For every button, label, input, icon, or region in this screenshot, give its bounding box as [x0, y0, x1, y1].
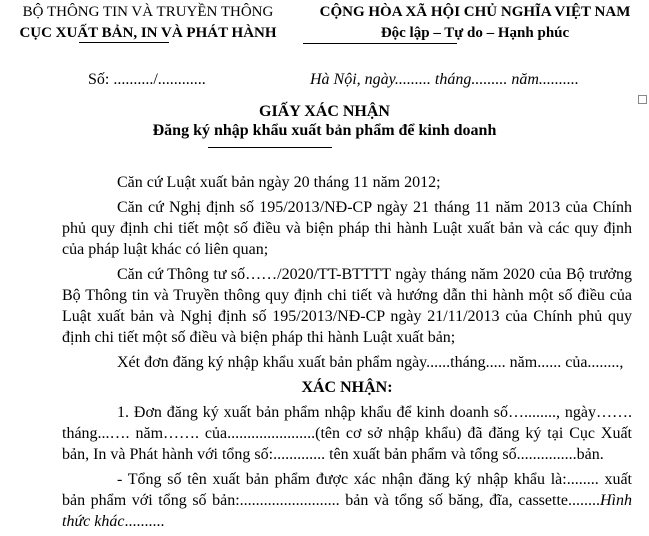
header-right-rule: [303, 43, 457, 44]
basis-decree: Căn cứ Nghị định số 195/2013/NĐ-CP ngày 21 tháng 11 năm 2013 của Chính phủ quy định chi tiết một số điều và biện pháp thi hành Luật xuất bản và các quy định của pháp luật khác có liên quan;: [62, 199, 632, 258]
document-title: GIẤY XÁC NHẬN: [259, 103, 390, 120]
other-forms-dots: ..........: [124, 513, 165, 530]
item-1: 1. Đơn đăng ký xuất bản phẩm nhập khẩu để kinh doanh số…........, ngày……. tháng...…. năm……. của......................(tên cơ sở nhập khẩu) đã đăng ký tại Cục Xuất bản, In và Phát hành với tổng số:............. tên xuất bản phẩm và tổng số...............bản.: [62, 404, 632, 463]
basis-circular: Căn cứ Thông tư số……/2020/TT-BTTTT ngày tháng năm 2020 của Bộ trưởng Bộ Thông tin và Truyền thông quy định chi tiết và hướng dẫn thi hành một số điều của Luật xuất bản và Nghị định số 195/2013/NĐ-CP ngày 21/11/2013 của Chính phủ quy định chi tiết một số điều và biện pháp thi hành Luật xuất bản;: [62, 266, 632, 346]
country-name: CỘNG HÒA XÃ HỘI CHỦ NGHĨA VIỆT NAM: [319, 4, 631, 20]
place-date: Hà Nội, ngày......... tháng......... năm..........: [310, 71, 579, 88]
basis-application: Xét đơn đăng ký nhập khẩu xuất bản phẩm ngày......tháng..... năm...... của........,: [117, 354, 624, 371]
issuing-agency: [18, 2, 278, 44]
ministry-name: BỘ THÔNG TIN VÀ TRUYỀN THÔNG: [22, 4, 274, 20]
item-total: [62, 469, 632, 532]
document-number: Số: ........../............: [88, 71, 206, 88]
national-motto: [300, 2, 649, 44]
basis-law: Căn cứ Luật xuất bản ngày 20 tháng 11 năm 2012;: [117, 174, 441, 191]
other-forms-label: Hình thức khác: [62, 492, 632, 530]
department-name: CỤC XUẤT BẢN, IN VÀ PHÁT HÀNH: [19, 25, 277, 41]
title-rule: [208, 147, 332, 148]
item-total-text: - Tổng số tên xuất bản phẩm được xác nhận đăng ký nhập khẩu là:........ xuất bản phẩm với tổng số bản:......................... bản và tổng số băng, đĩa, cassette........: [62, 471, 632, 509]
document-body: [62, 172, 632, 536]
motto: Độc lập – Tự do – Hạnh phúc: [380, 25, 570, 41]
section-heading: XÁC NHẬN:: [301, 379, 393, 396]
header-left-rule: [79, 42, 169, 43]
document-subtitle: Đăng ký nhập khẩu xuất bản phẩm để kinh doanh: [152, 122, 497, 139]
